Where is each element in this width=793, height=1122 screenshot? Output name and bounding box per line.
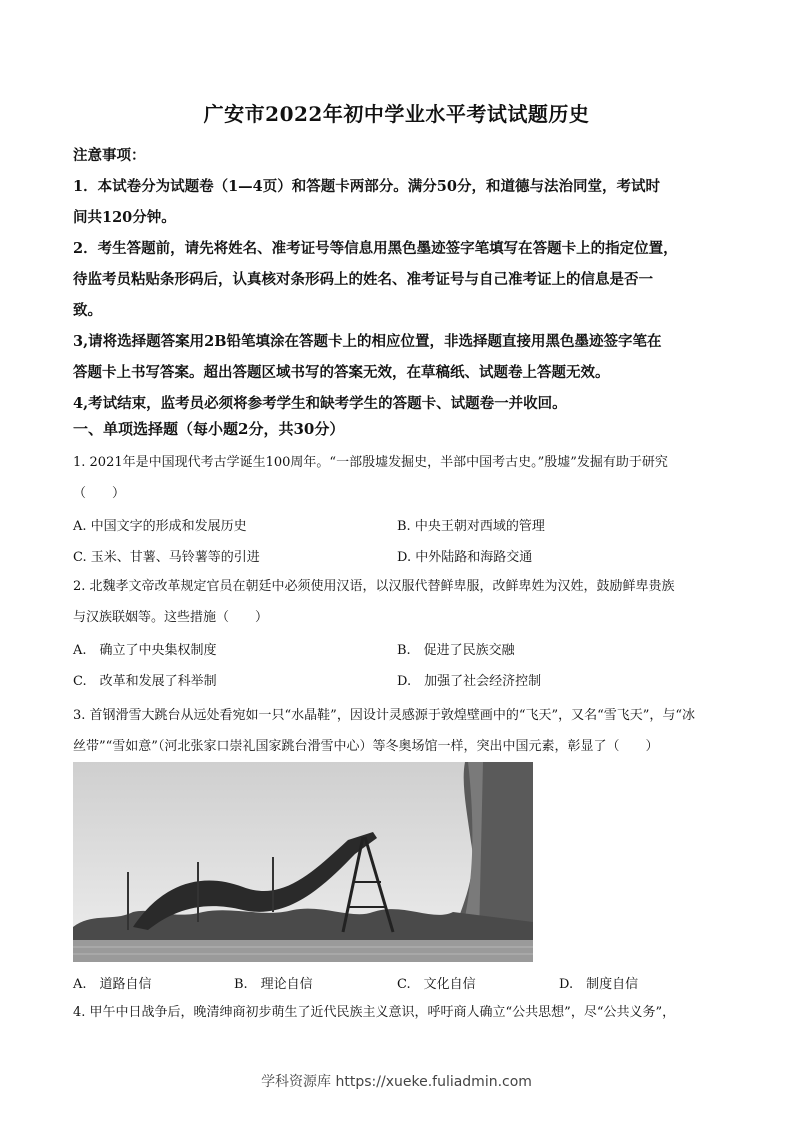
q3-option-a: A. 道路自信 (73, 977, 152, 992)
q3-option-b: B. 理论自信 (234, 977, 313, 992)
notes-heading: 注意事项： (73, 147, 146, 164)
stem-line: 丝带”“雪如意”（河北张家口崇礼国家跳台滑雪中心）等冬奥场馆一样，突出中国元素，彰显了（ ） (73, 739, 659, 754)
ski-jump-photo (73, 762, 533, 962)
notes-line: 答题卡上书写答案。超出答题区域书写的答案无效，在草稿纸、试题卷上答题无效。 (73, 364, 610, 381)
question-1-stem (73, 447, 723, 509)
q3-option-d: D. 制度自信 (559, 977, 639, 992)
q1-option-a: A. 中国文字的形成和发展历史 (73, 519, 247, 534)
notes-line: 3,请将选择题答案用2B铅笔填涂在答题卡上的相应位置，非选择题直接用黑色墨迹签字笔在 (73, 333, 662, 350)
q3-option-c: C. 文化自信 (397, 977, 476, 992)
question-3-stem (73, 700, 723, 762)
q1-option-c: C. 玉米、甘薯、马铃薯等的引进 (73, 550, 260, 565)
notes-line: 2．考生答题前，请先将姓名、准考证号等信息用黑色墨迹签字笔填写在答题卡上的指定位置， (73, 240, 678, 257)
notes-line: 待监考员粘贴条形码后，认真核对条形码上的姓名、准考证号与自己准考证上的信息是否一 (73, 271, 653, 288)
stem-line: 1. 2021年是中国现代考古学诞生100周年。“一部殷墟发掘史，半部中国考古史。”殷墟”发掘有助于研究 (73, 455, 668, 470)
notes-line: 1．本试卷分为试题卷（1—4页）和答题卡两部分。满分50分，和道德与法治同堂，考试时 (73, 178, 660, 195)
question-2-stem (73, 571, 723, 633)
notes-line: 致。 (73, 302, 102, 319)
q1-option-b: B. 中央王朝对西域的管理 (397, 519, 545, 534)
q1-option-d: D. 中外陆路和海路交通 (397, 550, 533, 565)
section-title: 一、单项选择题（每小题2分，共30分） (73, 420, 345, 438)
q2-option-c: C. 改革和发展了科举制 (73, 674, 217, 689)
stem-line: （ ） (73, 486, 126, 501)
stem-line: 3. 首钢滑雪大跳台从远处看宛如一只“水晶鞋”，因设计灵感源于敦煌壁画中的“飞天”，又名“雪飞天”，与“冰 (73, 708, 696, 723)
stem-line: 2. 北魏孝文帝改革规定官员在朝廷中必须使用汉语，以汉服代替鲜卑服，改鲜卑姓为汉姓，鼓励鲜卑贵族 (73, 579, 675, 594)
question-4-stem (73, 997, 723, 1028)
q2-option-a: A. 确立了中央集权制度 (73, 643, 217, 658)
stem-line: 与汉族联姻等。这些措施（ ） (73, 610, 269, 625)
exam-notes (73, 140, 723, 419)
stem-line: 4. 甲午中日战争后，晚清绅商初步萌生了近代民族主义意识，呼吁商人确立“公共思想”，尽“公共义务”， (73, 1005, 676, 1020)
q2-option-b: B. 促进了民族交融 (397, 643, 515, 658)
footer-watermark: 学科资源库 https://xueke.fuliadmin.com (261, 1074, 532, 1090)
page-title: 广安市2022年初中学业水平考试试题历史 (203, 102, 590, 126)
q2-option-d: D. 加强了社会经济控制 (397, 674, 542, 689)
notes-line: 间共120分钟。 (73, 209, 176, 226)
notes-line: 4,考试结束，监考员必须将参考学生和缺考学生的答题卡、试题卷一并收回。 (73, 395, 567, 412)
